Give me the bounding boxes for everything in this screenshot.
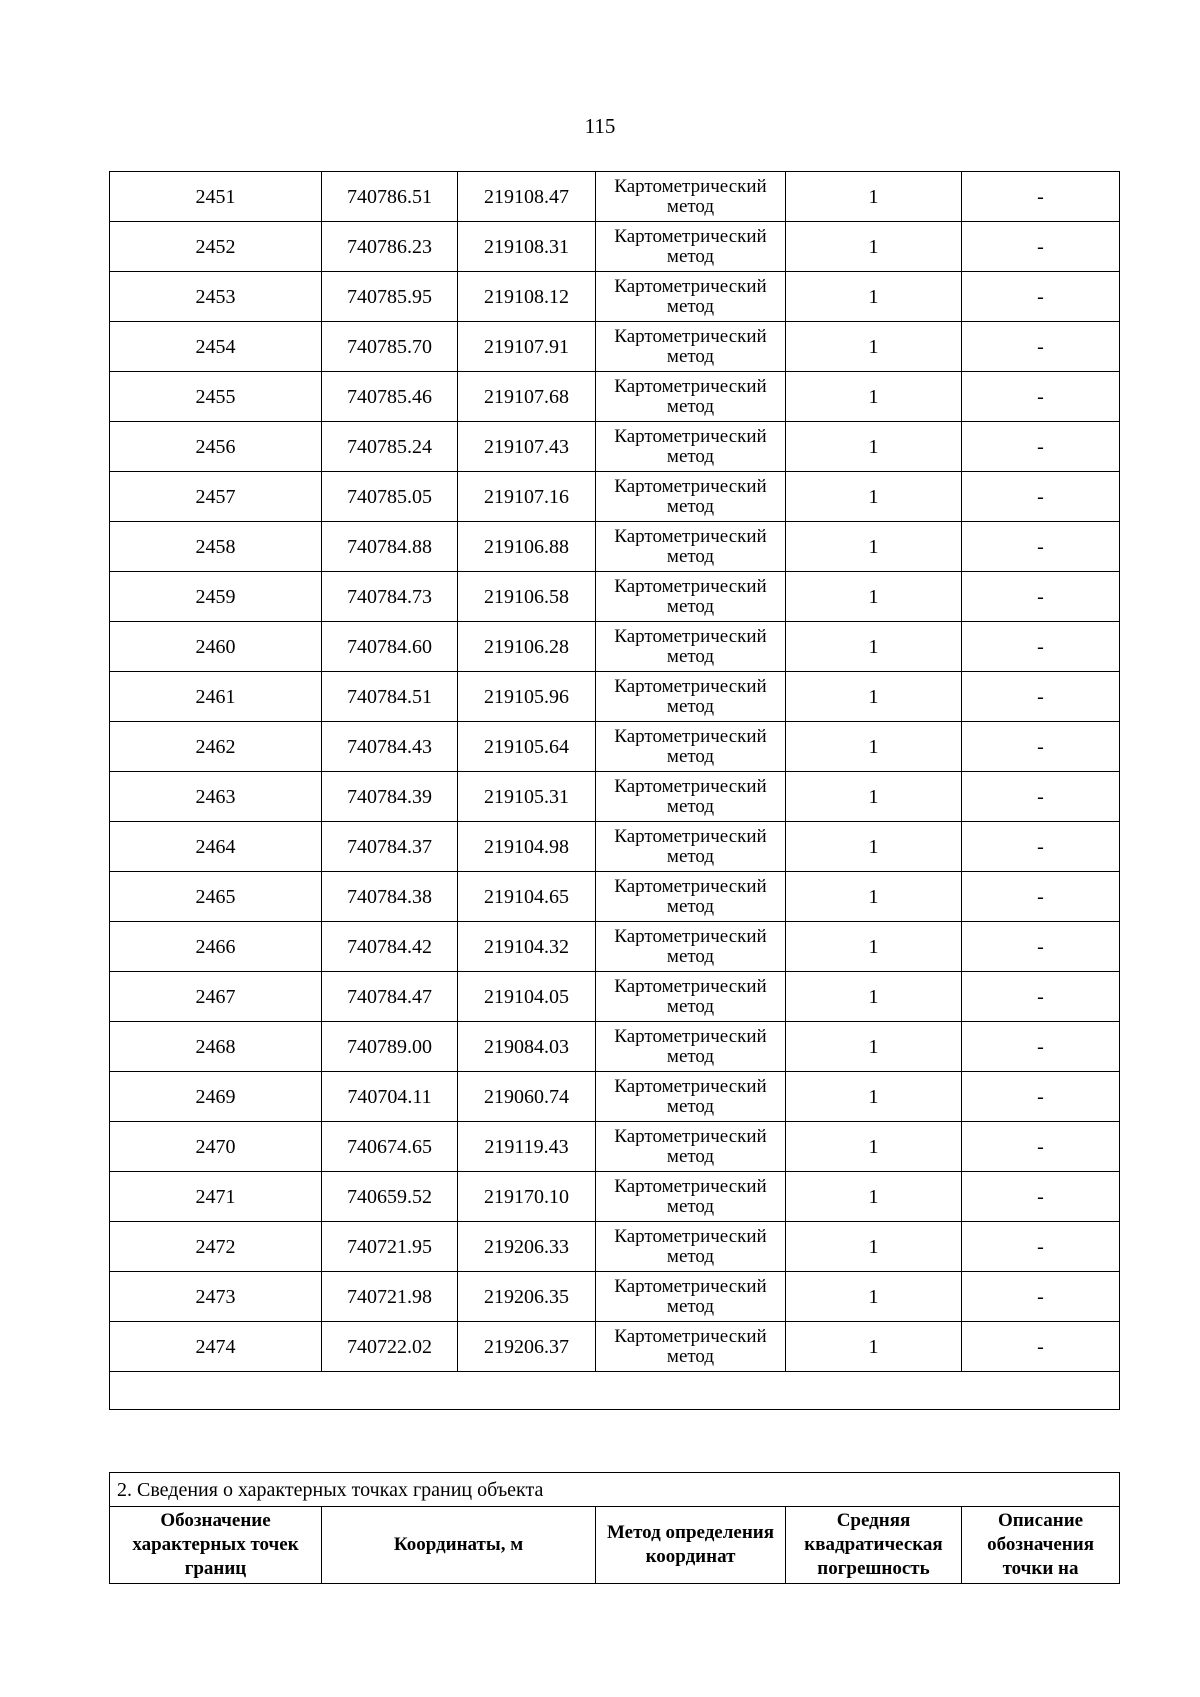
description-cell: - xyxy=(962,972,1120,1022)
description-cell: - xyxy=(962,1022,1120,1072)
coord-x-cell: 740784.39 xyxy=(322,772,458,822)
page-number: 115 xyxy=(584,114,616,138)
empty-cell xyxy=(110,1372,1120,1410)
table-row xyxy=(110,372,1120,422)
accuracy-cell: 1 xyxy=(786,1022,962,1072)
coord-x-cell: 740784.51 xyxy=(322,672,458,722)
description-cell: - xyxy=(962,622,1120,672)
method-cell: Картометрический метод xyxy=(596,1172,786,1222)
description-cell: - xyxy=(962,322,1120,372)
coord-x-cell: 740785.24 xyxy=(322,422,458,472)
header-points: Обозначение характерных точек границ xyxy=(110,1507,322,1584)
coord-y-cell: 219206.33 xyxy=(458,1222,596,1272)
accuracy-cell: 1 xyxy=(786,272,962,322)
description-cell: - xyxy=(962,522,1120,572)
accuracy-cell: 1 xyxy=(786,1122,962,1172)
description-cell: - xyxy=(962,822,1120,872)
table-row xyxy=(110,1072,1120,1122)
point-number-cell: 2467 xyxy=(110,972,322,1022)
accuracy-cell: 1 xyxy=(786,922,962,972)
method-cell: Картометрический метод xyxy=(596,522,786,572)
point-number-cell: 2460 xyxy=(110,622,322,672)
accuracy-cell: 1 xyxy=(786,372,962,422)
description-cell: - xyxy=(962,1172,1120,1222)
point-number-cell: 2462 xyxy=(110,722,322,772)
table-row xyxy=(110,822,1120,872)
header-description: Описание обозначения точки на xyxy=(962,1507,1120,1584)
accuracy-cell: 1 xyxy=(786,172,962,222)
table-row xyxy=(110,172,1120,222)
coord-y-cell: 219105.64 xyxy=(458,722,596,772)
point-number-cell: 2461 xyxy=(110,672,322,722)
method-cell: Картометрический метод xyxy=(596,1222,786,1272)
point-number-cell: 2459 xyxy=(110,572,322,622)
accuracy-cell: 1 xyxy=(786,872,962,922)
coord-y-cell: 219105.96 xyxy=(458,672,596,722)
description-cell: - xyxy=(962,1222,1120,1272)
coord-x-cell: 740674.65 xyxy=(322,1122,458,1172)
accuracy-cell: 1 xyxy=(786,1272,962,1322)
coordinates-table xyxy=(109,171,1120,1410)
point-number-cell: 2454 xyxy=(110,322,322,372)
header-accuracy: Средняя квадратическая погрешность xyxy=(786,1507,962,1584)
header-coordinates: Координаты, м xyxy=(322,1507,596,1584)
coord-x-cell: 740786.51 xyxy=(322,172,458,222)
method-cell: Картометрический метод xyxy=(596,572,786,622)
coord-x-cell: 740721.95 xyxy=(322,1222,458,1272)
coord-y-cell: 219108.31 xyxy=(458,222,596,272)
method-cell: Картометрический метод xyxy=(596,1072,786,1122)
coord-x-cell: 740784.73 xyxy=(322,572,458,622)
coord-y-cell: 219107.43 xyxy=(458,422,596,472)
method-cell: Картометрический метод xyxy=(596,422,786,472)
method-cell: Картометрический метод xyxy=(596,822,786,872)
coord-x-cell: 740785.05 xyxy=(322,472,458,522)
accuracy-cell: 1 xyxy=(786,672,962,722)
accuracy-cell: 1 xyxy=(786,422,962,472)
table-row xyxy=(110,222,1120,272)
accuracy-cell: 1 xyxy=(786,622,962,672)
description-cell: - xyxy=(962,172,1120,222)
point-number-cell: 2465 xyxy=(110,872,322,922)
point-number-cell: 2470 xyxy=(110,1122,322,1172)
coord-y-cell: 219107.16 xyxy=(458,472,596,522)
accuracy-cell: 1 xyxy=(786,522,962,572)
section-title: 2. Сведения о характерных точках границ объекта xyxy=(110,1473,1120,1507)
table-row xyxy=(110,872,1120,922)
point-number-cell: 2463 xyxy=(110,772,322,822)
point-number-cell: 2471 xyxy=(110,1172,322,1222)
accuracy-cell: 1 xyxy=(786,722,962,772)
table-row xyxy=(110,1222,1120,1272)
coord-y-cell: 219106.58 xyxy=(458,572,596,622)
accuracy-cell: 1 xyxy=(786,972,962,1022)
description-cell: - xyxy=(962,372,1120,422)
coord-y-cell: 219107.68 xyxy=(458,372,596,422)
coord-x-cell: 740659.52 xyxy=(322,1172,458,1222)
table-row xyxy=(110,972,1120,1022)
coord-y-cell: 219206.35 xyxy=(458,1272,596,1322)
table-row xyxy=(110,272,1120,322)
point-number-cell: 2472 xyxy=(110,1222,322,1272)
coord-y-cell: 219104.32 xyxy=(458,922,596,972)
coord-y-cell: 219107.91 xyxy=(458,322,596,372)
description-cell: - xyxy=(962,922,1120,972)
table-row xyxy=(110,672,1120,722)
table-row xyxy=(110,322,1120,372)
coord-y-cell: 219060.74 xyxy=(458,1072,596,1122)
method-cell: Картометрический метод xyxy=(596,922,786,972)
description-cell: - xyxy=(962,672,1120,722)
table-row xyxy=(110,922,1120,972)
coord-y-cell: 219106.28 xyxy=(458,622,596,672)
accuracy-cell: 1 xyxy=(786,1072,962,1122)
description-cell: - xyxy=(962,722,1120,772)
method-cell: Картометрический метод xyxy=(596,472,786,522)
accuracy-cell: 1 xyxy=(786,322,962,372)
coord-y-cell: 219105.31 xyxy=(458,772,596,822)
method-cell: Картометрический метод xyxy=(596,172,786,222)
accuracy-cell: 1 xyxy=(786,1222,962,1272)
method-cell: Картометрический метод xyxy=(596,222,786,272)
method-cell: Картометрический метод xyxy=(596,622,786,672)
method-cell: Картометрический метод xyxy=(596,372,786,422)
description-cell: - xyxy=(962,472,1120,522)
method-cell: Картометрический метод xyxy=(596,772,786,822)
point-number-cell: 2464 xyxy=(110,822,322,872)
coord-x-cell: 740786.23 xyxy=(322,222,458,272)
accuracy-cell: 1 xyxy=(786,772,962,822)
description-cell: - xyxy=(962,1072,1120,1122)
description-cell: - xyxy=(962,872,1120,922)
coord-y-cell: 219084.03 xyxy=(458,1022,596,1072)
coord-x-cell: 740784.43 xyxy=(322,722,458,772)
accuracy-cell: 1 xyxy=(786,1322,962,1372)
method-cell: Картометрический метод xyxy=(596,1322,786,1372)
description-cell: - xyxy=(962,572,1120,622)
method-cell: Картометрический метод xyxy=(596,722,786,772)
point-number-cell: 2474 xyxy=(110,1322,322,1372)
coord-x-cell: 740704.11 xyxy=(322,1072,458,1122)
coord-y-cell: 219170.10 xyxy=(458,1172,596,1222)
coord-x-cell: 740784.88 xyxy=(322,522,458,572)
coord-y-cell: 219108.47 xyxy=(458,172,596,222)
table-row xyxy=(110,522,1120,572)
coord-x-cell: 740785.46 xyxy=(322,372,458,422)
description-cell: - xyxy=(962,272,1120,322)
method-cell: Картометрический метод xyxy=(596,1272,786,1322)
description-cell: - xyxy=(962,422,1120,472)
table-row xyxy=(110,722,1120,772)
method-cell: Картометрический метод xyxy=(596,872,786,922)
coord-y-cell: 219104.98 xyxy=(458,822,596,872)
table-row xyxy=(110,1022,1120,1072)
point-number-cell: 2457 xyxy=(110,472,322,522)
description-cell: - xyxy=(962,1272,1120,1322)
header-row xyxy=(110,1507,1120,1584)
section-title-row xyxy=(110,1473,1120,1507)
table-row xyxy=(110,772,1120,822)
table-row xyxy=(110,1122,1120,1172)
coord-x-cell: 740784.60 xyxy=(322,622,458,672)
point-number-cell: 2451 xyxy=(110,172,322,222)
coord-x-cell: 740721.98 xyxy=(322,1272,458,1322)
empty-row xyxy=(110,1372,1120,1410)
point-number-cell: 2455 xyxy=(110,372,322,422)
description-cell: - xyxy=(962,1122,1120,1172)
coord-y-cell: 219108.12 xyxy=(458,272,596,322)
method-cell: Картометрический метод xyxy=(596,1022,786,1072)
accuracy-cell: 1 xyxy=(786,1172,962,1222)
accuracy-cell: 1 xyxy=(786,822,962,872)
description-cell: - xyxy=(962,772,1120,822)
coord-x-cell: 740784.47 xyxy=(322,972,458,1022)
coord-y-cell: 219106.88 xyxy=(458,522,596,572)
point-number-cell: 2456 xyxy=(110,422,322,472)
method-cell: Картометрический метод xyxy=(596,322,786,372)
coord-x-cell: 740785.70 xyxy=(322,322,458,372)
table-row xyxy=(110,472,1120,522)
table-row xyxy=(110,622,1120,672)
description-cell: - xyxy=(962,1322,1120,1372)
point-number-cell: 2453 xyxy=(110,272,322,322)
method-cell: Картометрический метод xyxy=(596,672,786,722)
accuracy-cell: 1 xyxy=(786,472,962,522)
point-number-cell: 2466 xyxy=(110,922,322,972)
table-row xyxy=(110,1172,1120,1222)
table-row xyxy=(110,1272,1120,1322)
point-number-cell: 2468 xyxy=(110,1022,322,1072)
coord-y-cell: 219104.65 xyxy=(458,872,596,922)
coord-y-cell: 219119.43 xyxy=(458,1122,596,1172)
table-row xyxy=(110,1322,1120,1372)
point-number-cell: 2458 xyxy=(110,522,322,572)
accuracy-cell: 1 xyxy=(786,572,962,622)
method-cell: Картометрический метод xyxy=(596,972,786,1022)
accuracy-cell: 1 xyxy=(786,222,962,272)
description-cell: - xyxy=(962,222,1120,272)
coord-y-cell: 219104.05 xyxy=(458,972,596,1022)
coord-x-cell: 740784.37 xyxy=(322,822,458,872)
method-cell: Картометрический метод xyxy=(596,272,786,322)
coord-x-cell: 740784.38 xyxy=(322,872,458,922)
point-number-cell: 2469 xyxy=(110,1072,322,1122)
coord-x-cell: 740722.02 xyxy=(322,1322,458,1372)
coord-x-cell: 740789.00 xyxy=(322,1022,458,1072)
header-method: Метод определения координат xyxy=(596,1507,786,1584)
point-number-cell: 2452 xyxy=(110,222,322,272)
coord-x-cell: 740784.42 xyxy=(322,922,458,972)
table-row xyxy=(110,422,1120,472)
coord-y-cell: 219206.37 xyxy=(458,1322,596,1372)
point-number-cell: 2473 xyxy=(110,1272,322,1322)
table-row xyxy=(110,572,1120,622)
method-cell: Картометрический метод xyxy=(596,1122,786,1172)
coord-x-cell: 740785.95 xyxy=(322,272,458,322)
section-2-table xyxy=(109,1472,1120,1584)
